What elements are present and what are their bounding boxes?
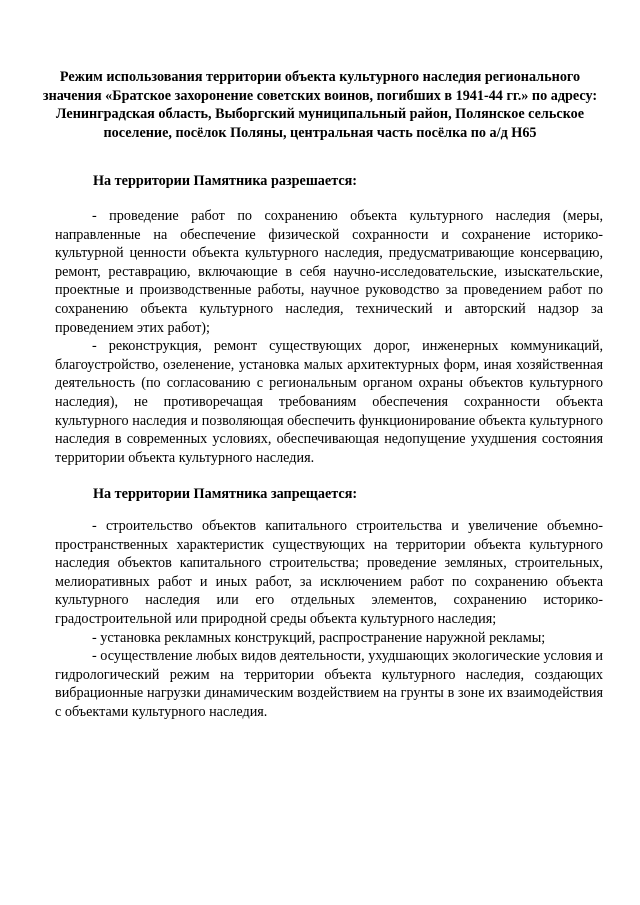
forbidden-list	[55, 517, 603, 722]
document-title: Режим использования территории объекта культурного наследия регионального значения «Братское захоронение советских воинов, погибших в 1941-44 гг.» по адресу: Ленинградская область, Выборгский муниципальный район, Полянское сельское поселение, посёлок Поляны, центральная часть посёлка по а/д Н65	[42, 69, 598, 141]
allowed-item: - реконструкция, ремонт существующих дорог, инженерных коммуникаций, благоустройство, озеленение, установка малых архитектурных форм, иная хозяйственная деятельность (по согласованию с региональным органом охраны объектов культурного наследия), не противоречащая требованиям обеспечения сохранности объекта культурного наследия и позволяющая обеспечить функционирование объекта культурного наследия в современных условиях, обеспечивающая недопущение ухудшения состояния территории объекта культурного наследия.	[55, 338, 603, 466]
allowed-heading: На территории Памятника разрешается:	[93, 173, 358, 189]
forbidden-item: - осуществление любых видов деятельности, ухудшающих экологические условия и гидрологический режим на территории объекта культурного наследия, создающих вибрационные нагрузки динамическим воздействием на грунты в зоне их взаимодействия с объектами культурного наследия.	[55, 648, 603, 720]
forbidden-heading: На территории Памятника запрещается:	[93, 486, 358, 502]
forbidden-item: - установка рекламных конструкций, распространение наружной рекламы;	[92, 629, 546, 646]
allowed-list	[55, 207, 603, 467]
forbidden-item: - строительство объектов капитального строительства и увеличение объемно-пространственных характеристик существующих на территории объекта культурного наследия объектов капитального строительства; проведение земляных, строительных, мелиоративных работ и иных работ, за исключением работ по сохранению объекта культурного наследия или его отдельных элементов, сохранению историко-градостроительной или природной среды объекта культурного наследия;	[55, 518, 603, 627]
allowed-item: - проведение работ по сохранению объекта культурного наследия (меры, направленные на обеспечение физической сохранности и сохранение историко-культурной ценности объекта культурного наследия, предусматривающие консервацию, ремонт, реставрацию, включающие в себя научно-исследовательские, изыскательские, проектные и производственные работы, научное руководство за проведением работ по сохранению объекта культурного наследия, технический и авторский надзор за проведением этих работ);	[55, 208, 603, 336]
